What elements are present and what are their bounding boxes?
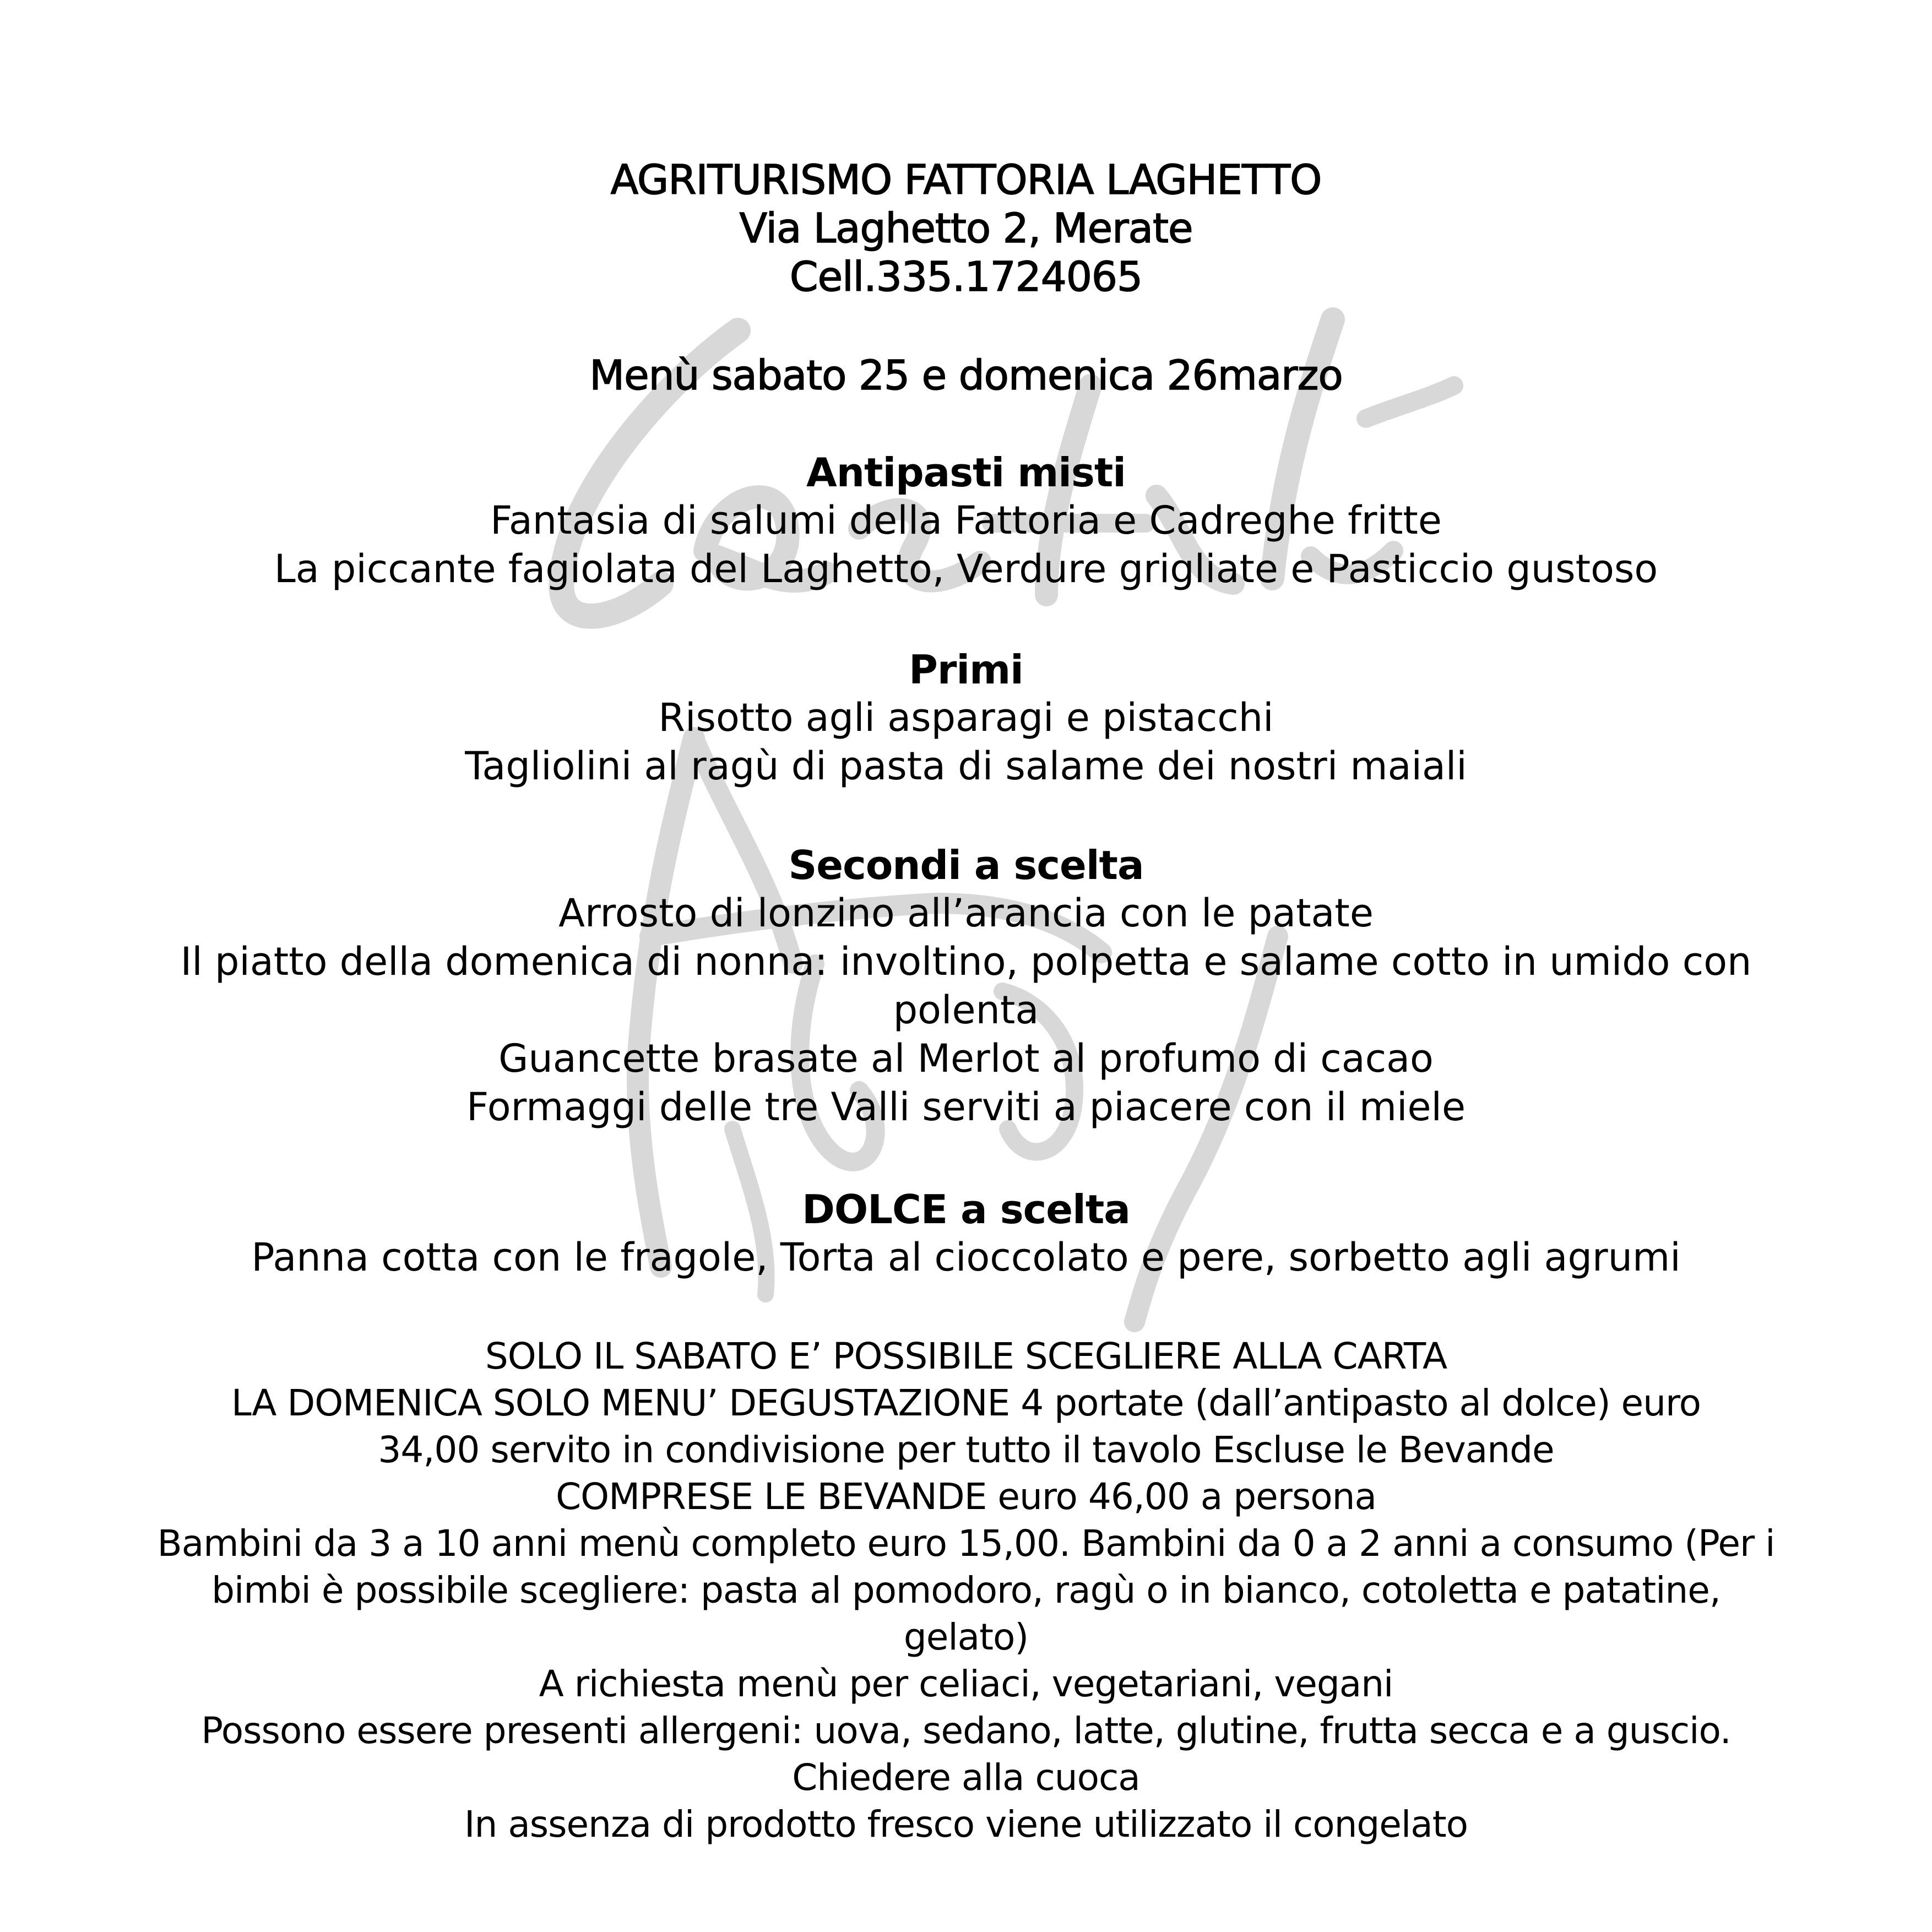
menu-title: Menù sabato 25 e domenica 26marzo bbox=[589, 352, 1343, 399]
menu-item: La piccante fagiolata del Laghetto, Verdure grigliate e Pasticcio gustoso bbox=[274, 546, 1658, 591]
note-line: COMPRESE LE BEVANDE euro 46,00 a persona bbox=[556, 1475, 1376, 1518]
menu-item: Formaggi delle tre Valli serviti a piacere con il miele bbox=[466, 1084, 1466, 1130]
note-line: bimbi è possibile scegliere: pasta al pomodoro, ragù o in bianco, cotoletta e patatine, bbox=[211, 1569, 1721, 1611]
section-title: Antipasti misti bbox=[806, 449, 1126, 496]
note-line: LA DOMENICA SOLO MENU’ DEGUSTAZIONE 4 portate (dall’antipasto al dolce) euro bbox=[231, 1382, 1701, 1424]
menu-item: Panna cotta con le fragole, Torta al cioccolato e pere, sorbetto agli agrumi bbox=[251, 1235, 1681, 1280]
note-line: A richiesta menù per celiaci, vegetariani, vegani bbox=[539, 1663, 1393, 1705]
restaurant-address: Via Laghetto 2, Merate bbox=[739, 205, 1193, 252]
note-line: Chiedere alla cuoca bbox=[792, 1756, 1140, 1799]
restaurant-name: AGRITURISMO FATTORIA LAGHETTO bbox=[610, 156, 1322, 204]
section-title: Secondi a scelta bbox=[788, 842, 1144, 888]
menu-item: polenta bbox=[893, 987, 1039, 1033]
note-line: SOLO IL SABATO E’ POSSIBILE SCEGLIERE ALLA CARTA bbox=[485, 1335, 1447, 1377]
menu-item: Fantasia di salumi della Fattoria e Cadreghe fritte bbox=[490, 498, 1442, 543]
restaurant-phone: Cell.335.1724065 bbox=[789, 253, 1143, 301]
note-line: gelato) bbox=[903, 1616, 1029, 1658]
note-line: 34,00 servito in condivisione per tutto il tavolo Escluse le Bevande bbox=[378, 1429, 1554, 1471]
menu-item: Il piatto della domenica di nonna: involtino, polpetta e salame cotto in umido con bbox=[180, 939, 1752, 984]
note-line: Bambini da 3 a 10 anni menù completo euro 15,00. Bambini da 0 a 2 anni a consumo (Per i bbox=[157, 1522, 1775, 1565]
menu-item: Tagliolini al ragù di pasta di salame dei nostri maiali bbox=[465, 744, 1467, 789]
menu-item: Arrosto di lonzino all’arancia con le patate bbox=[558, 891, 1374, 936]
note-line: In assenza di prodotto fresco viene utilizzato il congelato bbox=[464, 1803, 1468, 1846]
menu-item: Guancette brasate al Merlot al profumo di cacao bbox=[498, 1036, 1434, 1081]
section-title: DOLCE a scelta bbox=[802, 1186, 1130, 1233]
section-title: Primi bbox=[909, 647, 1023, 693]
menu-item: Risotto agli asparagi e pistacchi bbox=[658, 695, 1274, 740]
note-line: Possono essere presenti allergeni: uova, sedano, latte, glutine, frutta secca e a guscio. bbox=[201, 1710, 1731, 1752]
